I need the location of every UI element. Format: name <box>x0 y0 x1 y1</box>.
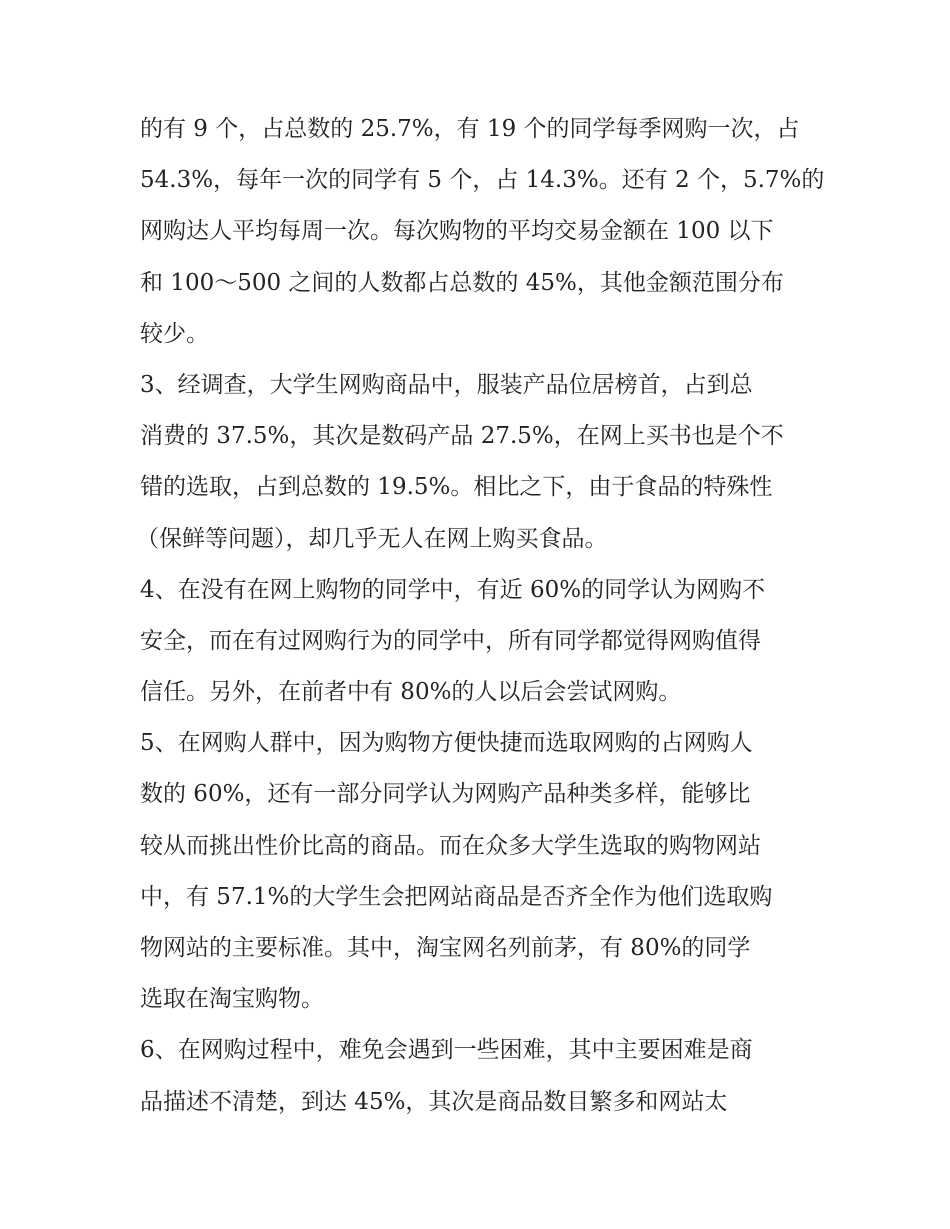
text-line: 错的选取，占到总数的 19.5%。相比之下，由于食品的特殊性 <box>140 474 773 501</box>
text-line: 物网站的主要标准。其中，淘宝网名列前茅，有 80%的同学 <box>140 935 751 961</box>
text-line: 信任。另外，在前者中有 80%的人以后会尝试网购。 <box>140 679 682 706</box>
text-line: 3、经调查，大学生网购商品中，服装产品位居榜首，占到总 <box>140 371 753 398</box>
text-line: 安全，而在有过网购行为的同学中，所有同学都觉得网购值得 <box>140 627 761 654</box>
body-text <box>136 104 825 1128</box>
text-line: 5、在网购人群中，因为购物方便快捷而选取网购的占网购人 <box>140 730 753 757</box>
text-line: 中，有 57.1%的大学生会把网站商品是否齐全作为他们选取购 <box>140 883 773 910</box>
text-line: 网购达人平均每周一次。每次购物的平均交易金额在 100 以下 <box>140 218 774 245</box>
text-line: 的有 9 个，占总数的 25.7%，有 19 个的同学每季网购一次，占 <box>140 116 800 142</box>
text-line: 4、在没有在网上购物的同学中，有近 60%的同学认为网购不 <box>140 576 766 603</box>
text-line: 和 100～500 之间的人数都占总数的 45%，其他金额范围分布 <box>140 269 784 296</box>
text-line: 品描述不清楚，到达 45%，其次是商品数目繁多和网站太 <box>140 1088 728 1115</box>
text-line: 数的 60%，还有一部分同学认为网购产品种类多样，能够比 <box>140 781 751 808</box>
text-line: 消费的 37.5%，其次是数码产品 27.5%，在网上买书也是个不 <box>140 423 784 450</box>
text-line: 6、在网购过程中，难免会遇到一些困难，其中主要困难是商 <box>140 1037 753 1064</box>
text-line: 54.3%，每年一次的同学有 5 个，占 14.3%。还有 2 个，5.7%的 <box>140 167 825 194</box>
text-line: （保鲜等问题），却几乎无人在网上购买食品。 <box>136 525 608 552</box>
text-line: 选取在淘宝购物。 <box>140 986 324 1013</box>
text-line: 较从而挑出性价比高的商品。而在众多大学生选取的购物网站 <box>140 832 761 859</box>
text-line: 较少。 <box>140 320 209 347</box>
